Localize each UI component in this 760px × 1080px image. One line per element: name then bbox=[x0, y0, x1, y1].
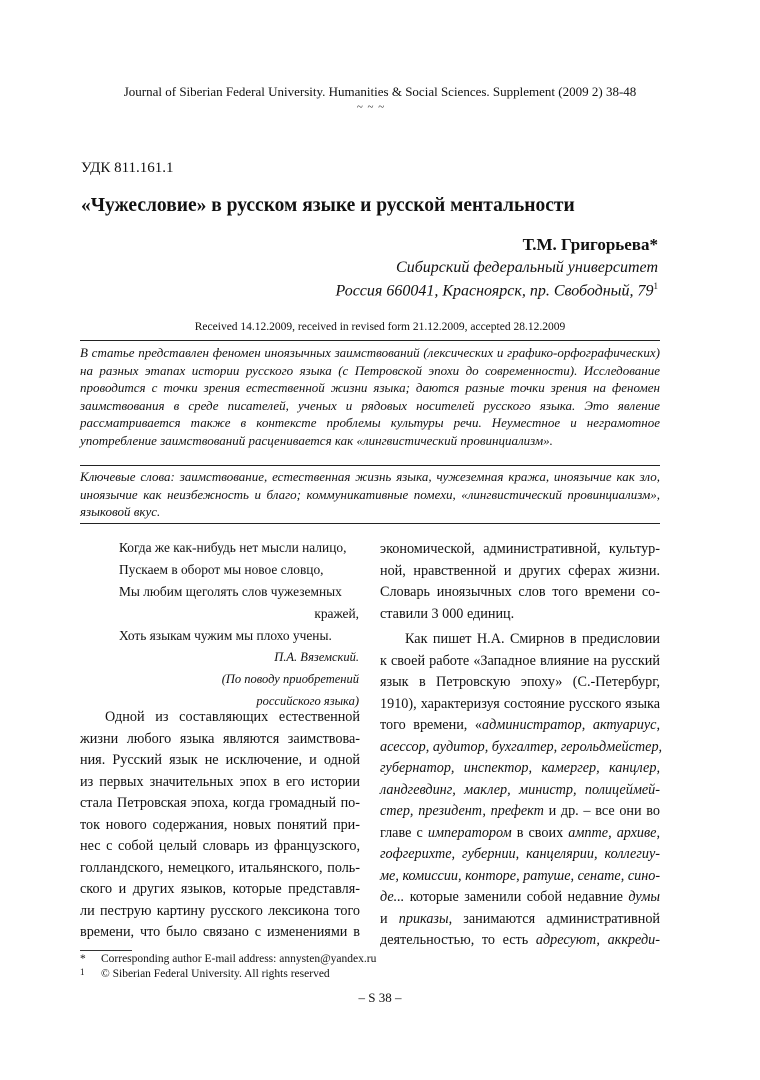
body-line bbox=[380, 909, 660, 931]
body-line: ли пеструю картину русского лексикона того bbox=[80, 902, 360, 919]
epigraph-source: (По поводу приобретений bbox=[221, 672, 359, 686]
epigraph-line: Пускаем в оборот мы новое словцо, bbox=[119, 562, 324, 577]
body-line: времени, что было связано с изменениями в bbox=[80, 924, 360, 940]
body-line bbox=[380, 930, 660, 952]
body-line bbox=[380, 737, 663, 759]
italic-term: ме, комиссии, конторе, ратуше, сенате, сино- bbox=[380, 867, 661, 884]
footnote-mark: * bbox=[80, 953, 86, 965]
body-line bbox=[380, 887, 660, 909]
left-column bbox=[80, 707, 360, 944]
footnote-text: Corresponding author E-mail address: annysten@yandex.ru bbox=[101, 953, 377, 965]
body-line: Как пишет Н.А. Смирнов в предисловии bbox=[405, 631, 660, 647]
udk-code: УДК 811.161.1 bbox=[81, 160, 174, 176]
text-run: главе с bbox=[380, 824, 428, 841]
epigraph-line: Хоть языкам чужим мы плохо учены. bbox=[119, 628, 332, 643]
footnote-text: © Siberian Federal University. All rights reserved bbox=[101, 968, 330, 980]
epigraph-line: Мы любим щеголять слов чужеземных bbox=[119, 584, 342, 599]
text-run: и bbox=[380, 910, 399, 927]
epigraph-source: российского языка) bbox=[256, 694, 359, 708]
italic-term: императором bbox=[427, 824, 512, 841]
italic-term: думы bbox=[628, 889, 660, 905]
italic-term: адресуют, аккреди- bbox=[535, 932, 660, 948]
author-name: Т.М. Григорьева* bbox=[522, 235, 658, 254]
italic-term: ландгевдинг, маклер, министр, полицеймей- bbox=[380, 781, 660, 798]
body-line: к своей работе «Западное влияние на русский bbox=[380, 652, 660, 669]
italic-term: администратор, актуариус, bbox=[482, 717, 661, 733]
body-line: экономической, административной, культур- bbox=[380, 541, 660, 557]
abstract: В статье представлен феномен иноязычных заимствований (лексических и графико-орфографических) на разных этапах истории русского языка (с Петровской эпохи до современности). Исследование проводится с точки зрения естественной жизни языка; даются разные точки зрения на феномен заимствования в среде писателей, ученых и рядовых носителей русского языка. Это явление рассматривается также в контексте проблемы культуры речи. Неуместное и неграмотное употребление заимствований расценивается как «лингвистический провинциализм». bbox=[80, 345, 660, 448]
keywords: Ключевые слова: заимствование, естественная жизнь языка, чужеземная кража, иноязычие как зло, иноязычие как неизбежность и благо; коммуникативные помехи, «лингвистический провинциализм», языковой вкус. bbox=[80, 469, 660, 519]
article-title: «Чужесловие» в русском языке и русской ментальности bbox=[81, 195, 575, 216]
affiliation-footnote-mark: 1 bbox=[653, 281, 658, 291]
text-run: которые заменили собой недавние bbox=[404, 889, 629, 905]
body-line: жизни любого языка являются заимствова- bbox=[80, 730, 360, 747]
italic-term: асессор, аудитор, бухгалтер, герольдмейстер, bbox=[380, 738, 663, 755]
italic-term: губернатор, инспектор, камергер, канцлер, bbox=[380, 760, 660, 776]
body-line: голландского, немецкого, итальянского, поль- bbox=[80, 859, 360, 876]
address-text: Россия 660041, Красноярск, пр. Свободный, 79 bbox=[335, 282, 654, 300]
body-line: ставили 3 000 единиц. bbox=[380, 605, 515, 622]
right-column bbox=[380, 539, 663, 952]
italic-term: де... bbox=[380, 889, 405, 905]
received-dates: Received 14.12.2009, received in revised form 21.12.2009, accepted 28.12.2009 bbox=[194, 321, 566, 333]
body-line: стала Петровская эпоха, когда громадный по- bbox=[80, 795, 360, 811]
italic-term: ампте, архиве, bbox=[568, 824, 660, 841]
epigraph-author: П.А. Вяземский. bbox=[274, 650, 359, 664]
body-line: нес с собой целый словарь из французского, bbox=[80, 838, 360, 854]
body-line bbox=[380, 866, 660, 888]
author-affiliation-university: Сибирский федеральный университет bbox=[396, 259, 658, 276]
body-line bbox=[380, 801, 660, 823]
journal-header: Journal of Siberian Federal University. Humanities & Social Sciences. Supplement (2009 2) 38-48 bbox=[123, 84, 637, 99]
body-line bbox=[380, 823, 660, 845]
body-line bbox=[380, 844, 660, 866]
page-number: – S 38 – bbox=[358, 990, 402, 1005]
epigraph-line: кражей, bbox=[314, 606, 359, 621]
text-run: , занимаются административной bbox=[448, 910, 661, 927]
text-run: в своих bbox=[511, 824, 569, 841]
abstract-divider bbox=[80, 465, 660, 466]
body-line: ского и других языков, которые представля- bbox=[80, 881, 360, 897]
abstract-top-rule bbox=[80, 340, 660, 341]
italic-term: гофгерихте, губернии, канцелярии, коллегиу- bbox=[380, 846, 660, 862]
text-run: того времени, « bbox=[380, 717, 483, 733]
italic-term: приказы bbox=[398, 910, 449, 927]
text-run: и др. – все они во bbox=[543, 803, 661, 819]
body-line bbox=[380, 715, 660, 737]
body-line: Одной из составляющих естественной bbox=[105, 709, 360, 725]
body-line: язык в Петровскую эпоху» (С.-Петербург, bbox=[380, 674, 660, 690]
body-line: из первых значительных эпох в его истории bbox=[80, 773, 360, 790]
body-line: ной, нравственной и других сферах жизни. bbox=[380, 562, 660, 579]
body-line bbox=[380, 780, 660, 802]
epigraph-line: Когда же как-нибудь нет мысли налицо, bbox=[119, 540, 347, 555]
body-line: Словарь иноязычных слов того времени со- bbox=[380, 584, 660, 600]
header-ornament: ~ ~ ~ bbox=[356, 101, 386, 113]
body-line: 1910), характеризуя состояние русского языка bbox=[380, 695, 660, 712]
body-line: ния. Русский язык не исключение, и одной bbox=[80, 752, 360, 768]
footnote-mark: 1 bbox=[80, 967, 85, 977]
keywords-bottom-rule bbox=[80, 523, 660, 524]
footnote-rule bbox=[80, 950, 132, 951]
author-affiliation-address bbox=[336, 281, 659, 300]
body-line bbox=[380, 758, 660, 780]
text-run: деятельностью, то есть bbox=[380, 932, 536, 948]
italic-term: стер, президент, префект bbox=[380, 803, 544, 819]
body-line: ток нового содержания, новых понятий при- bbox=[80, 816, 360, 833]
